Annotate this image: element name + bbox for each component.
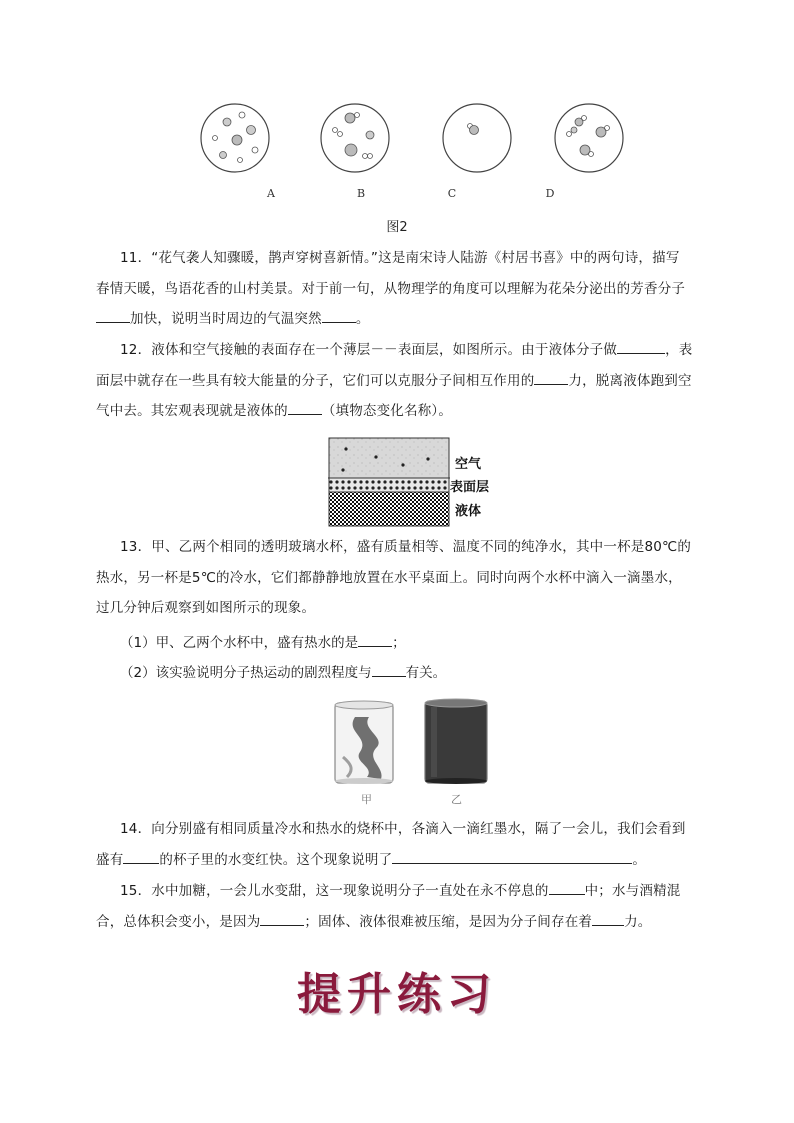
q11-blank-1[interactable] (96, 308, 130, 323)
q12-blank-2[interactable] (534, 370, 568, 385)
question-12 (96, 335, 700, 427)
circle-d-label: D (545, 187, 555, 200)
q12-line-3-text-b: （填物态变化名称）。 (321, 403, 453, 419)
beaker-yi-image (417, 697, 497, 789)
label-air: 空气 (455, 457, 482, 472)
q15-blank-1[interactable] (549, 880, 585, 895)
q13-sub-2 (120, 658, 446, 688)
circle-d-image (549, 100, 629, 180)
q12-blank-3[interactable] (288, 400, 322, 415)
section-title: 提升练习 (297, 969, 497, 1020)
q14-line-2-text-c: 。 (632, 851, 647, 868)
label-liquid: 液体 (455, 504, 482, 519)
label-jia: 甲 (361, 793, 372, 806)
q12-blank-1[interactable] (617, 339, 665, 354)
q14-blank-2[interactable] (392, 849, 632, 864)
q13-line-3: 过几分钟后观察到如图所示的现象。 (96, 600, 316, 616)
q11-line-3 (96, 304, 700, 335)
q12-line-3 (96, 396, 700, 427)
q11-blank-2[interactable] (322, 308, 356, 323)
beakers-figure (325, 697, 495, 807)
q12-line-1 (96, 335, 700, 366)
circle-b-image (315, 100, 395, 180)
q15-blank-3[interactable] (592, 911, 624, 926)
q13-line-1: 13．甲、乙两个相同的透明玻璃水杯，盛有质量相等、温度不同的纯净水，其中一杯是80℃的 (120, 539, 692, 555)
q15-line-2 (96, 907, 700, 938)
q11-line-1: 11．“花气袭人知骤暖，鹊声穿树喜新情。”这是南宋诗人陆游《村居书喜》中的两句诗，描写 (120, 250, 680, 266)
q15-line-1-text-b: 中；水与酒精混 (584, 883, 681, 899)
q14-line-2-text-a: 盛有 (96, 851, 124, 868)
label-yi: 乙 (451, 793, 462, 806)
q13-sub-2-text-b: 有关。 (405, 665, 447, 681)
q13-sub-1-text-b: ； (392, 635, 406, 651)
q12-line-2 (96, 366, 700, 397)
q12-line-1-text-b: ，表 (665, 342, 693, 358)
q14-line-1: 14．向分别盛有相同质量冷水和热水的烧杯中，各滴入一滴红墨水，隔了一会儿，我们会看到 (120, 821, 686, 837)
q11-line-3-text-b: 。 (355, 311, 370, 327)
surface-layer-figure (328, 437, 498, 527)
q15-line-2-text-b: ；固体、液体很难被压缩，是因为分子间存在着 (304, 913, 593, 930)
circle-a-image (195, 100, 275, 180)
circle-b-label: B (356, 187, 366, 200)
q12-line-2-text-b: 力，脱离液体跑到空 (568, 372, 692, 389)
q12-line-2-text-a: 面层中就存在一些具有较大能量的分子，它们可以克服分子间相互作用的 (96, 372, 535, 389)
q15-line-1-text-a: 15．水中加糖，一会儿水变甜，这一现象说明分子一直处在永不停息的 (120, 883, 549, 899)
q14-line-2 (96, 845, 700, 876)
q12-line-1-text-a: 12．液体和空气接触的表面存在一个薄层－－表面层，如图所示。由于液体分子做 (120, 342, 618, 358)
q15-line-1 (96, 876, 700, 907)
q13-blank-2[interactable] (372, 662, 406, 677)
q15-line-2-text-a: 合，总体积会变小，是因为 (96, 913, 261, 930)
question-13 (96, 532, 700, 624)
label-surface-layer: 表面层 (450, 480, 490, 495)
q11-line-3-text-a: 加快，说明当时周边的气温突然 (130, 311, 322, 327)
figure-2-caption: 图2 (386, 220, 408, 235)
circle-a-label: A (267, 187, 275, 200)
beaker-jia-image (325, 697, 405, 789)
q13-line-2: 热水，另一杯是5℃的冷水，它们都静静地放置在水平桌面上。同时向两个水杯中滴入一滴墨水， (96, 569, 682, 586)
q14-blank-1[interactable] (123, 849, 159, 864)
question-14 (96, 814, 700, 875)
circle-c-image (437, 100, 517, 180)
question-11 (96, 243, 700, 335)
q15-blank-2[interactable] (260, 911, 304, 926)
circle-c-label: C (447, 187, 457, 200)
q13-sub-1 (120, 628, 406, 658)
q13-blank-1[interactable] (358, 632, 392, 647)
q15-line-2-text-c: 力。 (624, 913, 652, 930)
q11-line-2: 春情天暖，鸟语花香的山村美景。对于前一句，从物理学的角度可以理解为花朵分泌出的芳香分子 (96, 280, 686, 297)
q12-line-3-text-a: 气中去。其宏观表现就是液体的 (96, 403, 288, 419)
surface-layer-diagram (328, 437, 450, 527)
question-15 (96, 876, 700, 937)
q13-sub-1-text-a: （1）甲、乙两个水杯中，盛有热水的是 (120, 635, 359, 651)
q13-sub-2-text-a: （2）该实验说明分子热运动的剧烈程度与 (120, 665, 372, 681)
figure-2-molecule-diagrams (195, 100, 615, 210)
q14-line-2-text-b: 的杯子里的水变红快。这个现象说明了 (159, 851, 393, 868)
